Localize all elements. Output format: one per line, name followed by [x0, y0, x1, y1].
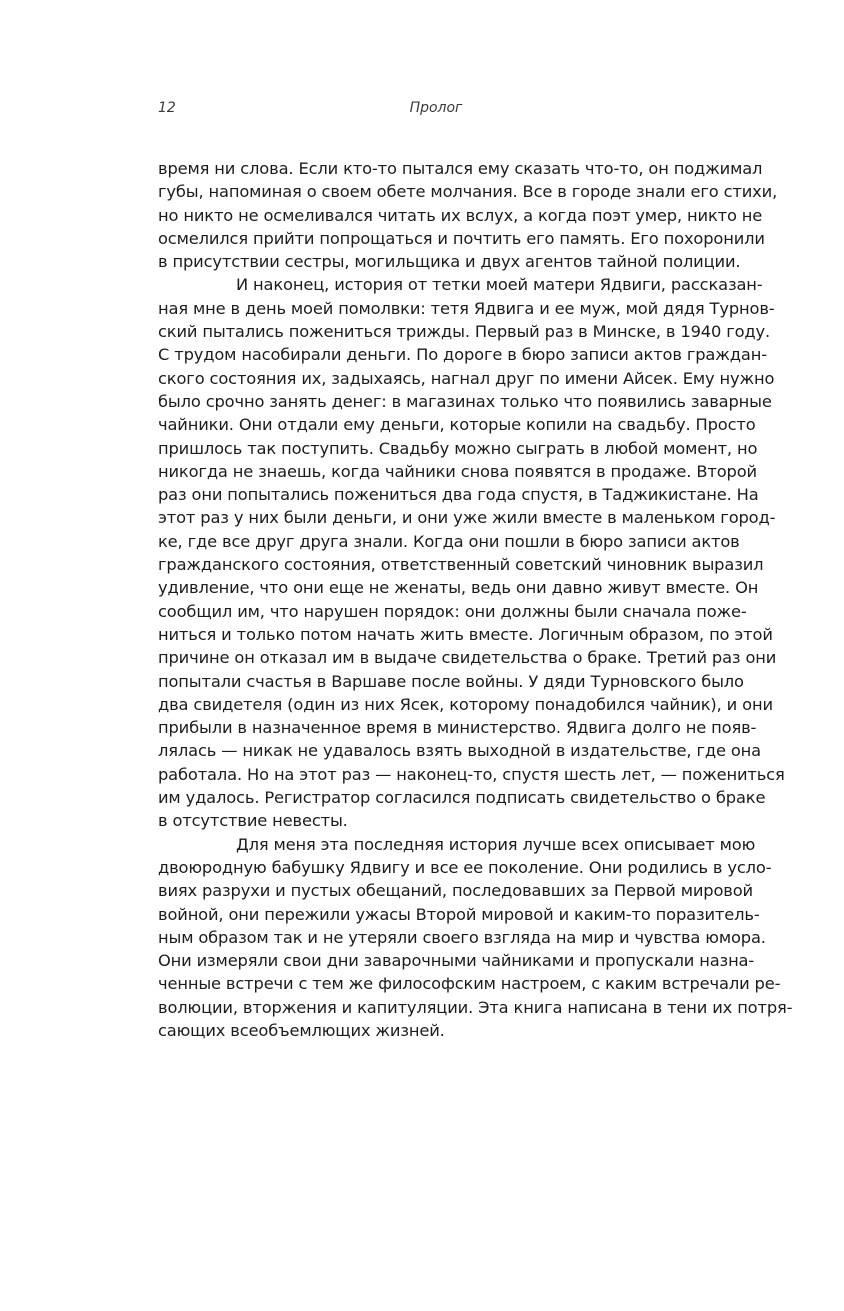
text-line: ченные встречи с тем же философским настроем, с каким встречали ре- [158, 974, 781, 994]
paragraph [158, 273, 785, 832]
paragraph [158, 157, 778, 273]
text-line: пришлось так поступить. Свадьбу можно сыграть в любой момент, но [158, 438, 758, 458]
text-line: попытали счастья в Варшаве после войны. У дяди Турновского было [158, 671, 744, 691]
body-text [158, 157, 793, 1042]
text-line: ным образом так и не утеряли своего взгляда на мир и чувства юмора. [158, 927, 766, 947]
text-line: в присутствии сестры, могильщика и двух агентов тайной полиции. [158, 252, 741, 272]
text-line: осмелился прийти попрощаться и почтить его память. Его похоронили [158, 228, 765, 248]
text-line: работала. Но на этот раз — наконец-то, спустя шесть лет, — пожениться [158, 764, 785, 784]
text-line: было срочно занять денег: в магазинах только что появились заварные [158, 391, 772, 411]
text-line: ский пытались пожениться трижды. Первый раз в Минске, в 1940 году. [158, 322, 771, 342]
text-line: войной, они пережили ужасы Второй мировой и каким-то поразитель- [158, 904, 760, 924]
text-line: раз они попытались пожениться два года спустя, в Таджикистане. На [158, 485, 759, 505]
text-line: никогда не знаешь, когда чайники снова появятся в продаже. Второй [158, 461, 757, 481]
text-line: Для меня эта последняя история лучше всех описывает мою [236, 834, 756, 854]
paragraph [158, 833, 793, 1043]
text-line: но никто не осмеливался читать их вслух, а когда поэт умер, никто не [158, 205, 763, 225]
text-line: И наконец, история от тетки моей матери Ядвиги, рассказан- [236, 275, 763, 295]
text-line: Они измеряли свои дни заварочными чайниками и пропускали назна- [158, 951, 755, 971]
text-line: прибыли в назначенное время в министерство. Ядвига долго не появ- [158, 718, 757, 738]
text-line: причине он отказал им в выдаче свидетельства о браке. Третий раз они [158, 648, 777, 668]
text-line: ского состояния их, задыхаясь, нагнал друг по имени Айсек. Ему нужно [158, 368, 775, 388]
text-line: ке, где все друг друга знали. Когда они пошли в бюро записи актов [158, 531, 740, 551]
running-head [158, 100, 714, 122]
text-line: губы, напоминая о своем обете молчания. Все в городе знали его стихи, [158, 182, 778, 202]
text-line: двоюродную бабушку Ядвигу и все ее поколение. Они родились в усло- [158, 857, 772, 877]
text-line: чайники. Они отдали ему деньги, которые копили на свадьбу. Просто [158, 415, 756, 435]
text-line: им удалось. Регистратор согласился подписать свидетельство о браке [158, 788, 766, 808]
page-number: 12 [158, 100, 176, 116]
text-line: С трудом насобирали деньги. По дороге в бюро записи актов граждан- [158, 345, 767, 365]
text-line: сообщил им, что нарушен порядок: они должны были сначала поже- [158, 601, 747, 621]
section-title: Пролог [409, 100, 463, 116]
text-line: этот раз у них были деньги, и они уже жили вместе в маленьком город- [158, 508, 776, 528]
text-line: гражданского состояния, ответственный советский чиновник выразил [158, 555, 764, 575]
text-line: ниться и только потом начать жить вместе. Логичным образом, по этой [158, 624, 773, 644]
text-line: сающих всеобъемлющих жизней. [158, 1020, 445, 1040]
text-line: волюции, вторжения и капитуляции. Эта книга написана в тени их потря- [158, 997, 793, 1017]
text-line: два свидетеля (один из них Ясек, которому понадобился чайник), и они [158, 694, 773, 714]
text-line: виях разрухи и пустых обещаний, последовавших за Первой мировой [158, 881, 753, 901]
text-line: в отсутствие невесты. [158, 811, 348, 831]
text-line: ная мне в день моей помолвки: тетя Ядвига и ее муж, мой дядя Турнов- [158, 298, 775, 318]
text-line: лялась — никак не удавалось взять выходной в издательстве, где она [158, 741, 761, 761]
text-line: удивление, что они еще не женаты, ведь они давно живут вместе. Он [158, 578, 759, 598]
text-line: время ни слова. Если кто-то пытался ему сказать что-то, он поджимал [158, 159, 763, 178]
